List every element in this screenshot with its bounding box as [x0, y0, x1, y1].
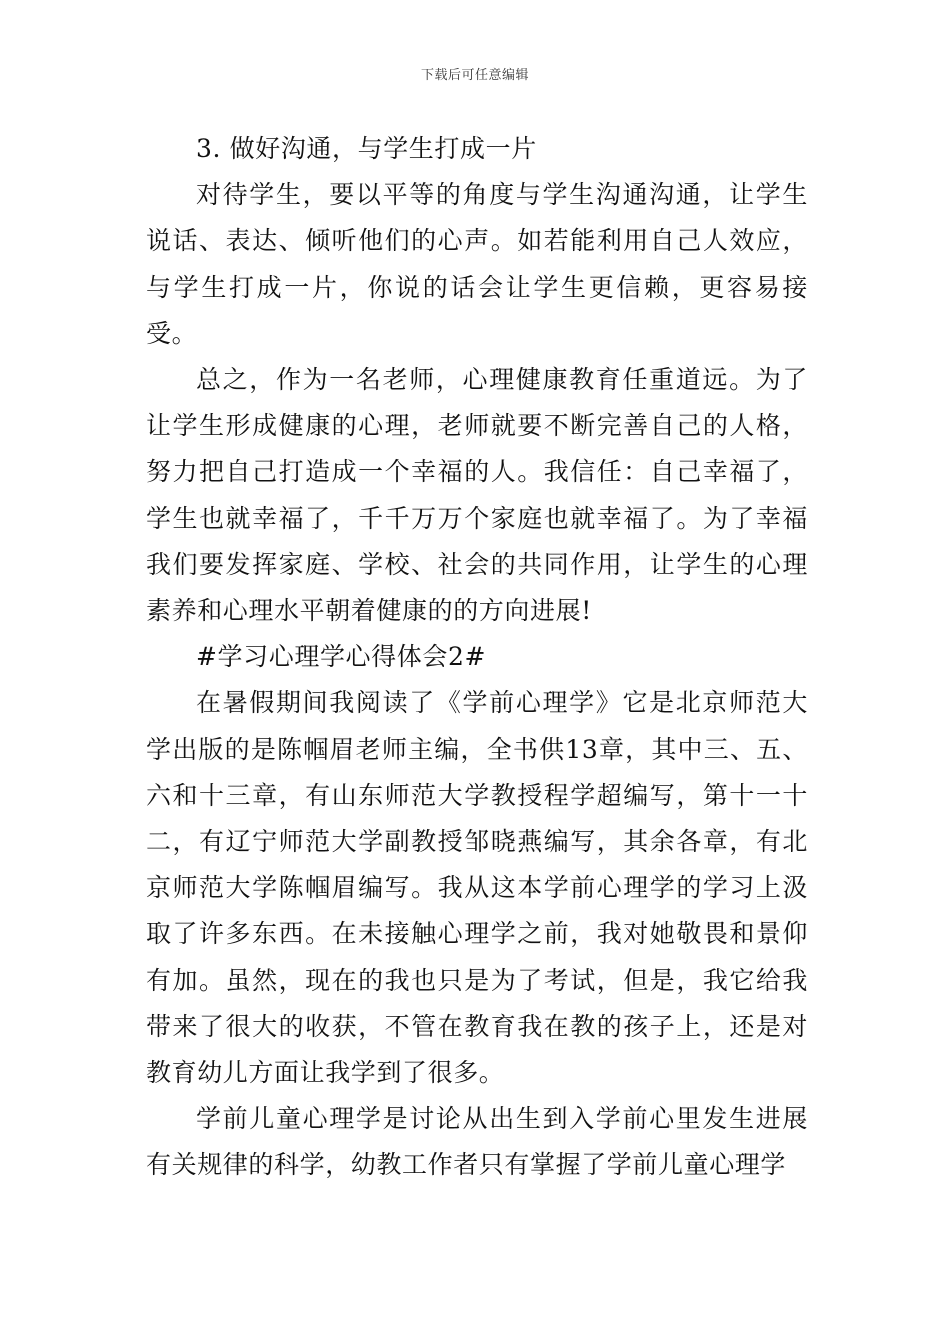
- page-header: 下载后可任意编辑: [420, 68, 529, 83]
- section-heading-communication: 3. 做好沟通，与学生打成一片: [196, 134, 537, 163]
- paragraph-child-psychology: 学前儿童心理学是讨论从出生到入学前心里发生进展有关规律的科学，幼教工作者只有掌握了学前儿童心理学: [146, 1104, 808, 1180]
- document-body: [146, 126, 808, 1189]
- paragraph-book-intro: 在暑假期间我阅读了《学前心理学》它是北京师范大学出版的是陈帼眉老师主编，全书供13章，其中三、五、六和十三章，有山东师范大学教授程学超编写，第十一十二，有辽宁师范大学副教授邹晓燕编写，其余各章，有北京师范大学陈帼眉编写。我从这本学前心理学的学习上汲取了许多东西。在未接触心理学之前，我对她敬畏和景仰有加。虽然，现在的我也只是为了考试，但是，我它给我带来了很大的收获，不管在教育我在教的孩子上，还是对教育幼儿方面让我学到了很多。: [146, 688, 808, 1088]
- section-heading-essay-2: #学习心理学心得体会2#: [196, 642, 487, 672]
- paragraph-communication: 对待学生，要以平等的角度与学生沟通沟通，让学生说话、表达、倾听他们的心声。如若能利用自己人效应，与学生打成一片，你说的话会让学生更信赖，更容易接受。: [146, 180, 808, 348]
- paragraph-conclusion: 总之，作为一名老师，心理健康教育任重道远。为了让学生形成健康的心理，老师就要不断完善自己的人格，努力把自己打造成一个幸福的人。我信任：自己幸福了，学生也就幸福了，千千万万个家庭也就幸福了。为了幸福我们要发挥家庭、学校、社会的共同作用，让学生的心理素养和心理水平朝着健康的的方向进展!: [146, 365, 808, 626]
